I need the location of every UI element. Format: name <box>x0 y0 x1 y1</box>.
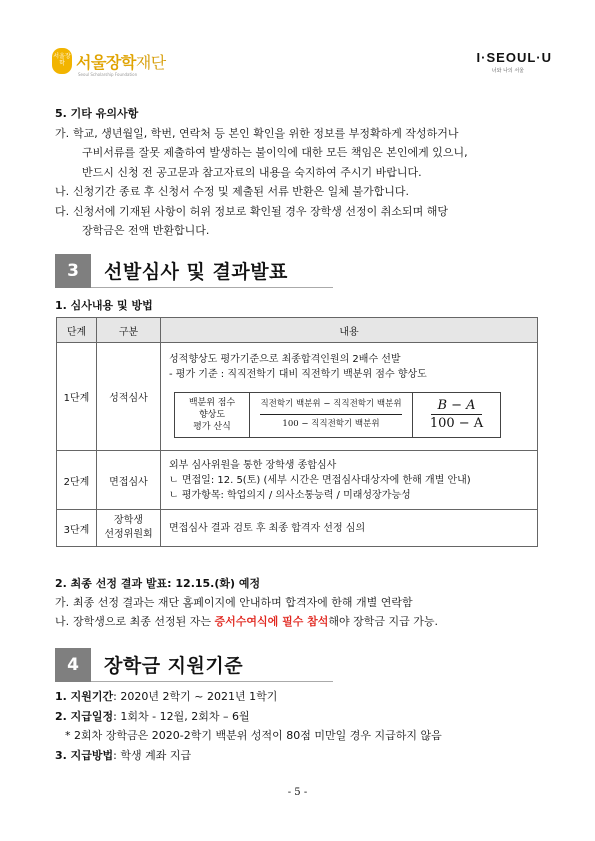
note-line: 장학금은 전액 반환합니다. <box>82 224 210 237</box>
logo-badge-icon <box>52 48 72 74</box>
formula-text-fraction <box>250 393 413 437</box>
note-line: 반드시 신청 전 공고문과 참고자료의 내용을 숙지하여 주시기 바랍니다. <box>82 165 422 179</box>
stage-cell: 3단계 <box>57 510 97 547</box>
type-cell <box>97 510 161 547</box>
iseoulu-subtext: 너와 나의 서울 <box>491 68 524 74</box>
content-cell: 면접심사 결과 검토 후 최종 합격자 선정 심의 <box>161 510 538 547</box>
section-number: 4 <box>55 648 91 682</box>
stage-cell: 2단계 <box>57 451 97 510</box>
result-marker: 나. <box>55 615 70 628</box>
formula-label-line: 백분위 점수 <box>188 397 236 408</box>
section-3-title <box>55 254 333 288</box>
criteria-label: 1. 지원기간 <box>55 690 114 703</box>
type-cell: 면접심사 <box>97 451 161 510</box>
content-line: ㄴ 면접일: 12. 5(토) (세부 시간은 면접심사대상자에 한해 개별 안내) <box>169 474 471 486</box>
header-content: 내용 <box>161 318 538 343</box>
note-marker: 다. <box>55 204 70 218</box>
section-name: 선발심사 및 결과발표 <box>104 261 288 283</box>
content-line: 외부 심사위원을 통한 장학생 종합심사 <box>169 459 337 471</box>
logo-tagline: Seoul Scholarship Foundation <box>78 72 138 77</box>
result-text <box>73 612 550 631</box>
header-type: 구분 <box>97 318 161 343</box>
table-row <box>57 510 538 547</box>
result-announcement <box>55 574 550 631</box>
table-row <box>57 451 538 510</box>
criteria-item <box>55 707 550 727</box>
content-line: ㄴ 평가항목: 학업의지 / 의사소통능력 / 미래성장가능성 <box>169 489 411 501</box>
math-numerator: B − A <box>431 398 481 415</box>
note-line: 구비서류를 잘못 제출하여 발생하는 불이익에 대한 모든 책임은 본인에게 있으니, <box>82 146 468 159</box>
criteria-label: 2. 지급일정 <box>55 709 114 723</box>
formula-math-fraction <box>413 393 500 437</box>
formula-label-line: 평가 산식 <box>193 421 231 432</box>
iseoulu-logo <box>477 50 552 74</box>
note-item <box>55 124 550 144</box>
table-row <box>57 343 538 451</box>
notes-heading: 5. 기타 유의사항 <box>55 107 139 120</box>
result-item <box>55 593 550 612</box>
result-item <box>55 612 550 631</box>
criteria-text: : 1회차 - 12월, 2회차 – 6월 <box>113 709 250 723</box>
type-line: 장학생 <box>114 515 143 526</box>
criteria-item <box>55 746 550 766</box>
scholarship-criteria <box>55 687 550 765</box>
content-line: - 평가 기준 : 직직전학기 대비 직전학기 백분위 점수 향상도 <box>169 368 427 380</box>
result-heading: 2. 최종 선정 결과 발표: 12.15.(화) 예정 <box>55 577 261 590</box>
review-method-heading: 1. 심사내용 및 방법 <box>55 299 153 312</box>
criteria-text: : 2020년 2학기 ~ 2021년 1학기 <box>113 690 278 703</box>
page-number: - 5 - <box>287 787 308 798</box>
criteria-item <box>55 687 550 707</box>
type-cell: 성적심사 <box>97 343 161 451</box>
note-text: 신청기간 종료 후 신청서 수정 및 제출된 서류 반환은 일체 불가합니다. <box>73 185 409 198</box>
result-marker: 가. <box>55 596 70 609</box>
selection-table <box>56 317 538 547</box>
result-text: 최종 선정 결과는 재단 홈페이지에 안내하며 합격자에 한해 개별 연락함 <box>73 596 413 609</box>
note-marker: 나. <box>55 185 70 198</box>
table-header-row <box>57 318 538 343</box>
result-text-pre: 장학생으로 최종 선정된 자는 <box>73 615 215 628</box>
logo-name-a: 서울장학 <box>76 52 136 72</box>
section-name: 장학금 지원기준 <box>104 655 244 677</box>
note-item <box>55 202 550 222</box>
stage-cell: 1단계 <box>57 343 97 451</box>
result-text-post: 해야 장학금 지급 가능. <box>328 615 439 628</box>
logo-badge-text: 서울장학 <box>53 53 71 67</box>
logo-name <box>76 50 166 73</box>
math-denominator: 100 − A <box>429 416 484 431</box>
criteria-text: : 학생 계좌 지급 <box>113 748 192 762</box>
section-4-title <box>55 648 333 682</box>
content-cell <box>161 451 538 510</box>
content-cell <box>161 343 538 451</box>
section-number: 3 <box>55 254 91 288</box>
criteria-note: * 2회차 장학금은 2020-2학기 백분위 성적이 80점 미만일 경우 지급하지 않음 <box>65 729 442 742</box>
notes-section <box>55 104 550 241</box>
page-header <box>52 48 552 82</box>
note-text <box>73 124 550 144</box>
score-formula <box>174 392 501 438</box>
formula-denominator: 100 − 직직전학기 백분위 <box>282 419 380 429</box>
note-item <box>55 182 550 202</box>
content-line: 성적향상도 평가기준으로 최종합격인원의 2배수 선발 <box>169 353 401 365</box>
note-marker: 가. <box>55 126 70 140</box>
note-line: 학교, 생년월일, 학번, 연락처 등 본인 확인을 위한 정보를 부정확하게 작성하거나 <box>73 126 459 140</box>
header-stage: 단계 <box>57 318 97 343</box>
foundation-logo <box>52 48 166 74</box>
ceremony-emphasis: 증서수여식에 필수 참석 <box>214 615 329 628</box>
formula-label-line: 향상도 <box>198 409 226 420</box>
note-text: 신청서에 기재된 사항이 허위 정보로 확인될 경우 장학생 선정이 취소되며 해당 <box>73 204 448 218</box>
iseoulu-text: I·SEOUL·U <box>476 50 552 65</box>
formula-numerator: 직전학기 백분위 − 직직전학기 백분위 <box>260 397 401 415</box>
criteria-label: 3. 지급방법 <box>55 748 114 762</box>
formula-label <box>175 393 250 437</box>
type-line: 선정위원회 <box>104 529 153 540</box>
logo-name-b: 재단 <box>135 52 166 72</box>
